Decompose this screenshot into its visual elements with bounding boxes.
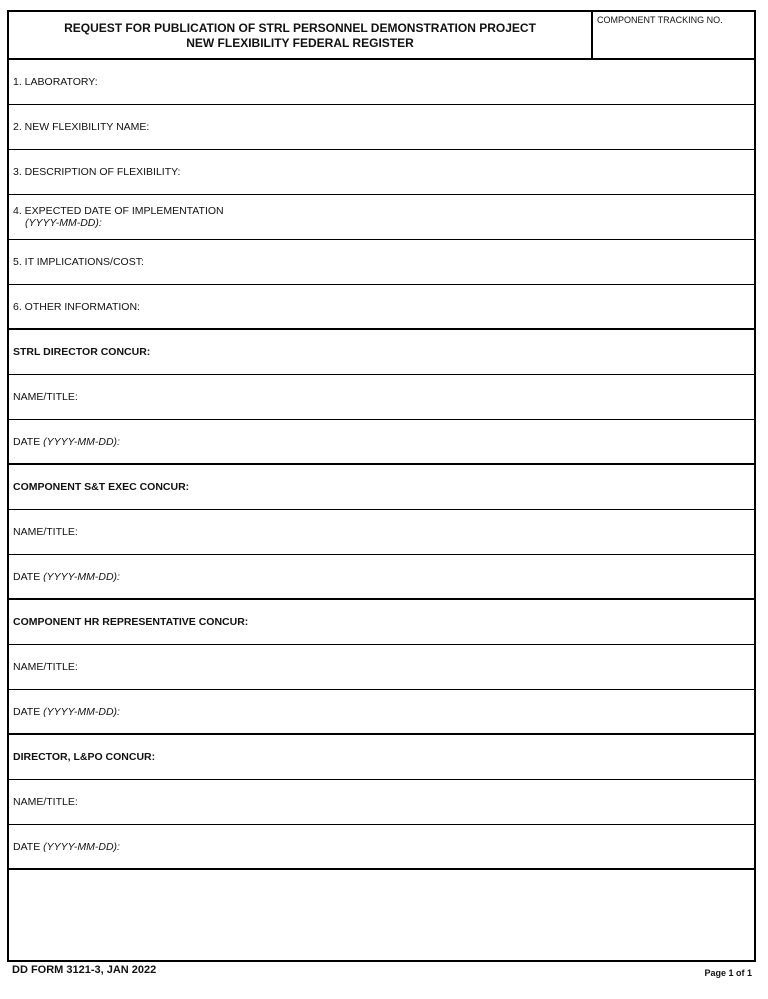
other-info-label: 6. OTHER INFORMATION: [13,300,140,313]
concur-name-field[interactable] [9,375,754,420]
concur-date-field[interactable] [9,825,754,870]
it-cost-field[interactable] [9,240,754,285]
form-header [9,12,754,60]
concur-title: COMPONENT HR REPRESENTATIVE CONCUR: [13,616,249,628]
flexibility-name-label: 2. NEW FLEXIBILITY NAME: [13,121,150,133]
concur-name-field[interactable] [9,645,754,690]
form-id: DD FORM 3121-3, JAN 2022 [12,964,157,976]
concur-date-label: DATE (YYYY-MM-DD): [13,435,120,448]
form-container [7,10,756,962]
concur-title: STRL DIRECTOR CONCUR: [13,346,151,358]
concur-name-field[interactable] [9,780,754,825]
concur-section-title [9,735,754,780]
concur-date-field[interactable] [9,420,754,465]
it-cost-label: 5. IT IMPLICATIONS/COST: [13,256,144,268]
concur-section-title [9,465,754,510]
description-field[interactable] [9,150,754,195]
concur-name-label: NAME/TITLE: [13,391,78,403]
description-label: 3. DESCRIPTION OF FLEXIBILITY: [13,166,181,178]
concur-name-label: NAME/TITLE: [13,796,78,808]
concur-date-field[interactable] [9,555,754,600]
laboratory-field[interactable] [9,60,754,105]
concur-date-label: DATE (YYYY-MM-DD): [13,840,120,853]
concur-name-field[interactable] [9,510,754,555]
page-number: Page 1 of 1 [704,968,752,978]
expected-date-field[interactable] [9,195,754,240]
concur-section-title [9,600,754,645]
form-title-line2: NEW FLEXIBILITY FEDERAL REGISTER [186,36,414,50]
concur-date-label: DATE (YYYY-MM-DD): [13,705,120,718]
blank-area [9,870,754,961]
other-info-field[interactable] [9,285,754,330]
concur-date-field[interactable] [9,690,754,735]
expected-date-label: 4. EXPECTED DATE OF IMPLEMENTATION [13,205,224,217]
laboratory-label: 1. LABORATORY: [13,76,98,88]
concur-date-label: DATE (YYYY-MM-DD): [13,570,120,583]
form-title [9,12,591,58]
form-title-line1: REQUEST FOR PUBLICATION OF STRL PERSONNEL DEMONSTRATION PROJECT [64,21,536,35]
flexibility-name-field[interactable] [9,105,754,150]
expected-date-hint: (YYYY-MM-DD): [25,217,102,229]
concur-title: DIRECTOR, L&PO CONCUR: [13,751,156,763]
concur-title: COMPONENT S&T EXEC CONCUR: [13,481,190,493]
tracking-number-field[interactable] [591,12,754,58]
tracking-number-label: COMPONENT TRACKING NO. [597,15,723,25]
concur-section-title [9,330,754,375]
concur-name-label: NAME/TITLE: [13,526,78,538]
concur-name-label: NAME/TITLE: [13,661,78,673]
